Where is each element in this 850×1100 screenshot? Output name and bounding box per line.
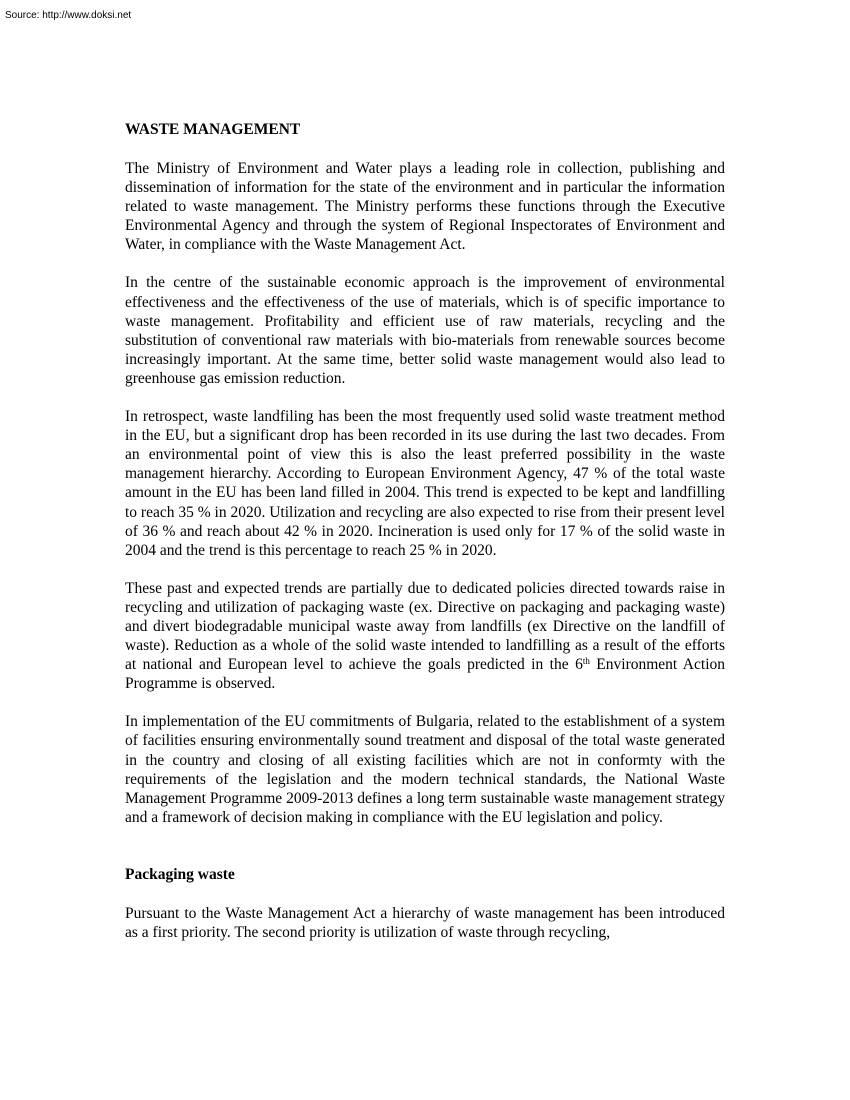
paragraph-sustainable-approach: In the centre of the sustainable economic approach is the improvement of environmental effectiveness and the effectiveness of the use of materials, which is of specific importance to waste management. Profitability and efficient use of raw materials, recycling and the substitution of conventional raw materials with bio-materials from renewable sources become increasingly important. At the same time, better solid waste management would also lead to greenhouse gas emission reduction. [125,274,725,387]
section-heading-packaging-waste: Packaging waste [125,865,235,883]
document-body [125,120,725,961]
paragraph-landfiling-trends: In retrospect, waste landfiling has been the most frequently used solid waste treatment method in the EU, but a significant drop has been recorded in its use during the last two decades. From an environmental point of view this is also the least preferred possibility in the waste management hierarchy. According to European Environment Agency, 47 % of the total waste amount in the EU has been land filled in 2004. This trend is expected to be kept and landfilling to reach 35 % in 2020. Utilization and recycling are also expected to rise from their present level of 36 % and reach about 42 % in 2020. Incineration is used only for 17 % of the solid waste in 2004 and the trend is this percentage to reach 25 % in 2020. [125,408,725,559]
document-title: WASTE MANAGEMENT [125,121,301,138]
paragraph-ministry-role: The Ministry of Environment and Water plays a leading role in collection, publishing and dissemination of information for the state of the environment and in particular the information related to waste management. The Ministry performs these functions through the Executive Environmental Agency and through the system of Regional Inspectorates of Environment and Water, in compliance with the Waste Management Act. [125,160,725,254]
paragraph-waste-hierarchy: Pursuant to the Waste Management Act a hierarchy of waste management has been introduced as a first priority. The second priority is utilization of waste through recycling, [125,904,725,941]
ordinal-suffix: th [582,656,590,667]
paragraph-policy-trends-text: These past and expected trends are partially due to dedicated policies directed towards raise in recycling and utilization of packaging waste (ex. Directive on packaging and packaging waste) and divert biodegradable municipal waste away from landfills (ex Directive on the landfill of waste). Reduction as a whole of the solid waste intended to landfilling as a result of the efforts at national and European level to achieve the goals predicted in the 6 [125,579,725,674]
paragraph-policy-trends-end: Environment Action Programme is observed. [125,656,725,693]
source-attribution: Source: http://www.doksi.net [5,10,132,21]
paragraph-eu-commitments: In implementation of the EU commitments of Bulgaria, related to the establishment of a system of facilities ensuring environmentally sound treatment and disposal of the total waste generated in the country and closing of all existing facilities which are not in conformty with the requirements of the legislation and the modern technical standards, the National Waste Management Programme 2009-2013 defines a long term sustainable waste management strategy and a framework of decision making in compliance with the EU legislation and policy. [125,713,725,826]
paragraph-policy-trends [125,579,725,694]
